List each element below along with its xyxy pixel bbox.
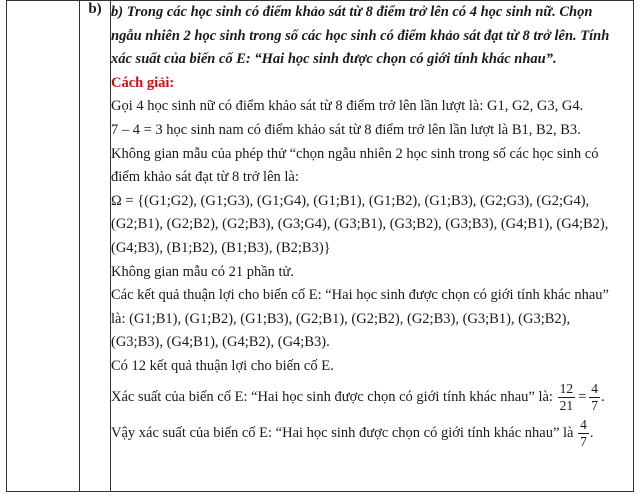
solution-line-3: Không gian mẫu của phép thử “chọn ngẫu nhiên 2 học sinh trong số các học sinh có [111, 145, 599, 162]
fraction-4-7 [589, 381, 600, 414]
period: . [601, 388, 605, 405]
favorable-line-2: (G3;B3), (G4;B1), (G4;B2), (G4;B3). [111, 334, 330, 351]
equals-sign: = [578, 388, 587, 405]
sample-space-line-3: (G4;B3), (B1;B2), (B1;B3), (B2;B3)} [111, 239, 331, 256]
fraction-12-21 [558, 381, 576, 414]
table-row [7, 1, 634, 492]
conclusion-text: Vậy xác suất của biến cố E: “Hai học sinh được chọn có giới tính khác nhau” là [111, 424, 574, 441]
problem-line-2: ngẫu nhiên 2 học sinh trong số các học sinh có điểm khảo sát đạt từ 8 trở lên. Tính [111, 27, 610, 44]
solution-line-2: 7 – 4 = 3 học sinh nam có điểm khảo sát từ 8 điểm trở lên lần lượt là B1, B2, B3. [111, 121, 581, 138]
problem-line-1: b) Trong các học sinh có điểm khảo sát từ 8 điểm trở lên có 4 học sinh nữ. Chọn [111, 4, 593, 20]
fraction-4-7-final [578, 417, 589, 450]
fraction-denominator: 21 [559, 397, 574, 413]
favorable-line-1: là: (G1;B1), (G1;B2), (G1;B3), (G2;B1), (G2;B2), (G2;B3), (G3;B1), (G3;B2), [111, 310, 571, 327]
probability-line [111, 379, 633, 415]
sample-space-line-2: (G2;B1), (G2;B2), (G2;B3), (G3;G4), (G3;B1), (G3;B2), (G3;B3), (G4;B1), (G4;B2), [111, 216, 609, 233]
sample-space-line-1: Ω = {(G1;G2), (G1;G3), (G1;G4), (G1;B1), (G1;B2), (G1;B3), (G2;G3), (G2;G4), [111, 192, 590, 209]
part-label: b) [80, 1, 111, 492]
fraction-denominator: 7 [591, 397, 599, 413]
solution-table [6, 0, 634, 492]
problem-line-3: xác suất của biến cố E: “Hai học sinh được chọn có giới tính khác nhau”. [111, 51, 557, 68]
solution-line-9: Các kết quả thuận lợi cho biến cố E: “Hai học sinh được chọn có giới tính khác nhau” [111, 287, 609, 304]
fraction-numerator: 4 [591, 380, 599, 396]
conclusion-line [111, 415, 633, 451]
fraction-denominator: 7 [580, 433, 587, 449]
fraction-numerator: 12 [559, 380, 574, 396]
solution-line-8: Không gian mẫu có 21 phần tử. [111, 263, 295, 280]
solution-line-4: điểm khảo sát đạt từ 8 trở lên là: [111, 169, 299, 186]
solution-line-12: Có 12 kết quả thuận lợi cho biến cố E. [111, 357, 334, 374]
content-cell [111, 1, 634, 492]
probability-text: Xác suất của biến cố E: “Hai học sinh được chọn có giới tính khác nhau” là: [111, 388, 553, 405]
empty-cell [7, 1, 80, 492]
solution-line-1: Gọi 4 học sinh nữ có điểm khảo sát từ 8 điểm trở lên lần lượt là: G1, G2, G3, G4. [111, 98, 584, 115]
period: . [589, 424, 594, 441]
fraction-numerator: 4 [580, 416, 587, 432]
solution-heading: Cách giải: [111, 74, 175, 91]
